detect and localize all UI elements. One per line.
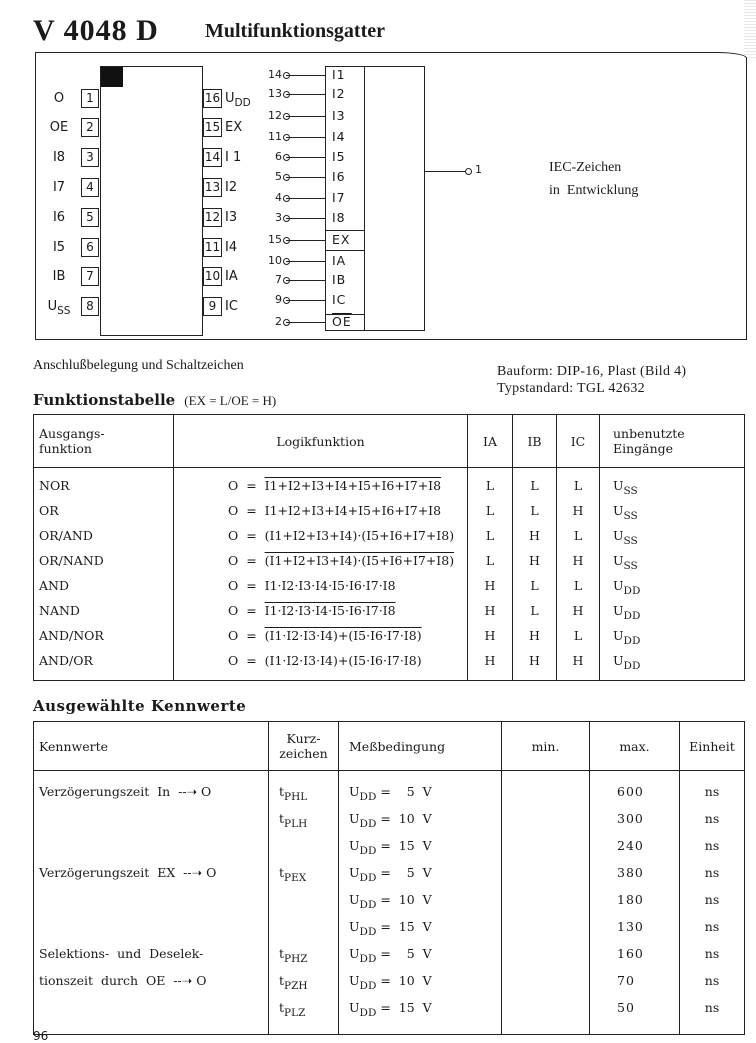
min-value bbox=[502, 995, 590, 1035]
min-value bbox=[502, 833, 590, 860]
logic-expression: O = (I1·I2·I3·I4)+(I5·I6·I7·I8) bbox=[174, 624, 468, 649]
pin-15-box: 15 bbox=[203, 118, 222, 137]
ic-value: L bbox=[557, 574, 600, 599]
unit-value: ns bbox=[680, 887, 745, 914]
parameter-name: Selektions- und Deselek- bbox=[34, 941, 269, 968]
pin-5-label: I6 bbox=[52, 210, 66, 225]
parameter-name bbox=[34, 914, 269, 941]
min-value bbox=[502, 771, 590, 807]
header-logic-function: Logikfunktion bbox=[174, 415, 468, 468]
logic-expression: O = (I1·I2·I3·I4)+(I5·I6·I7·I8) bbox=[174, 649, 468, 681]
output-pin-number: 1 bbox=[475, 163, 482, 176]
expression-body: I1+I2+I3+I4+I5+I6+I7+I8 bbox=[264, 478, 442, 493]
ib-value: H bbox=[513, 649, 557, 681]
characteristics-table bbox=[33, 721, 745, 1035]
logic-expression: O = (I1+I2+I3+I4)·(I5+I6+I7+I8) bbox=[174, 524, 468, 549]
symbol-input-label: IA bbox=[332, 253, 347, 268]
expression-body: (I1·I2·I3·I4)+(I5·I6·I7·I8) bbox=[264, 653, 422, 668]
symbol-group-separator bbox=[325, 250, 365, 251]
function-row bbox=[34, 524, 745, 549]
logic-expression: O = (I1+I2+I3+I4)·(I5+I6+I7+I8) bbox=[174, 549, 468, 574]
measurement-condition: $U_{DD} = 10$ V bbox=[339, 968, 502, 995]
input-line bbox=[286, 240, 325, 241]
ic-value: L bbox=[557, 468, 600, 500]
expression-body: (I1+I2+I3+I4)·(I5+I6+I7+I8) bbox=[264, 553, 455, 568]
characteristics-row bbox=[34, 941, 745, 968]
ib-value: L bbox=[513, 468, 557, 500]
symbol-pin-number: 11 bbox=[268, 130, 282, 143]
symbol-input-label: I1 bbox=[332, 67, 346, 82]
input-line bbox=[286, 116, 325, 117]
unused-inputs-value: $U_{DD}$ bbox=[600, 649, 745, 681]
min-value bbox=[502, 806, 590, 833]
unit-value: ns bbox=[680, 860, 745, 887]
function-table-title: Funktionstabelle bbox=[33, 391, 176, 409]
ia-value: H bbox=[468, 599, 513, 624]
header-output-function: Ausgangs- funktion bbox=[34, 415, 174, 468]
output-function: OR bbox=[34, 499, 174, 524]
input-line bbox=[286, 280, 325, 281]
pin-6-box: 6 bbox=[81, 238, 99, 257]
parameter-name: Verzögerungszeit EX --➝ O bbox=[34, 860, 269, 887]
pin-8-label: $U_{SS}$ bbox=[47, 299, 71, 317]
ib-value: L bbox=[513, 574, 557, 599]
characteristics-row bbox=[34, 806, 745, 833]
function-table-condition: (EX = L/OE = H) bbox=[184, 393, 277, 408]
symbol-value bbox=[269, 833, 339, 860]
ic-value: H bbox=[557, 649, 600, 681]
unused-inputs-value: $U_{SS}$ bbox=[600, 524, 745, 549]
parameter-name bbox=[34, 887, 269, 914]
symbol-value: $t_{PZH}$ bbox=[269, 968, 339, 995]
unit-value: ns bbox=[680, 968, 745, 995]
unit-value: ns bbox=[680, 806, 745, 833]
max-value: 160 bbox=[590, 941, 680, 968]
header-unused-inputs: unbenutzte Eingänge bbox=[600, 415, 745, 468]
pin-14-label: I 1 bbox=[225, 150, 242, 165]
function-row bbox=[34, 624, 745, 649]
input-line bbox=[286, 157, 325, 158]
measurement-condition: $U_{DD} = 10$ V bbox=[339, 887, 502, 914]
symbol-value: $t_{PLH}$ bbox=[269, 806, 339, 833]
output-line bbox=[425, 171, 467, 172]
pin-13-box: 13 bbox=[203, 178, 222, 197]
input-line bbox=[286, 75, 325, 76]
pin-14-box: 14 bbox=[203, 148, 222, 167]
characteristics-row bbox=[34, 887, 745, 914]
symbol-pin-number: 7 bbox=[275, 273, 282, 286]
max-value: 600 bbox=[590, 771, 680, 807]
function-row bbox=[34, 649, 745, 681]
symbol-input-label: I3 bbox=[332, 108, 346, 123]
symbol-value bbox=[269, 887, 339, 914]
function-row bbox=[34, 549, 745, 574]
characteristics-row bbox=[34, 968, 745, 995]
output-function: OR/AND bbox=[34, 524, 174, 549]
ia-value: L bbox=[468, 549, 513, 574]
ib-value: L bbox=[513, 499, 557, 524]
pin-13-label: I2 bbox=[225, 180, 238, 195]
unit-value: ns bbox=[680, 914, 745, 941]
symbol-input-label: I4 bbox=[332, 129, 346, 144]
input-line bbox=[286, 322, 325, 323]
function-table-heading bbox=[33, 390, 276, 409]
function-table-header bbox=[34, 415, 745, 468]
ib-value: H bbox=[513, 549, 557, 574]
measurement-condition: $U_{DD}$ = 5 V bbox=[339, 860, 502, 887]
max-value: 180 bbox=[590, 887, 680, 914]
ia-value: H bbox=[468, 574, 513, 599]
characteristics-row bbox=[34, 833, 745, 860]
min-value bbox=[502, 968, 590, 995]
unused-inputs-value: $U_{SS}$ bbox=[600, 499, 745, 524]
ic-value: L bbox=[557, 524, 600, 549]
measurement-condition: $U_{DD} = 10$ V bbox=[339, 806, 502, 833]
unused-inputs-value: $U_{DD}$ bbox=[600, 574, 745, 599]
pin-12-box: 12 bbox=[203, 208, 222, 227]
symbol-note-line1: IEC-Zeichen bbox=[549, 160, 622, 175]
pin-2-label: OE bbox=[49, 120, 69, 135]
symbol-input-label: I5 bbox=[332, 149, 346, 164]
function-row bbox=[34, 468, 745, 500]
input-line bbox=[286, 261, 325, 262]
measurement-condition: $U_{DD}$ = 5 V bbox=[339, 771, 502, 807]
symbol-pin-number: 10 bbox=[268, 254, 282, 267]
input-line bbox=[286, 218, 325, 219]
symbol-input-label: $\overline{OE}$ bbox=[332, 314, 352, 329]
min-value bbox=[502, 914, 590, 941]
characteristics-row bbox=[34, 771, 745, 807]
symbol-pin-number: 2 bbox=[275, 315, 282, 328]
pin-3-label: I8 bbox=[52, 150, 66, 165]
symbol-input-label: IC bbox=[332, 292, 347, 307]
symbol-pin-number: 4 bbox=[275, 191, 282, 204]
function-table bbox=[33, 414, 745, 681]
part-number: V 4048 D bbox=[33, 14, 159, 47]
pin-11-label: I4 bbox=[225, 240, 238, 255]
function-row bbox=[34, 599, 745, 624]
symbol-group-separator bbox=[325, 230, 365, 231]
characteristics-header bbox=[34, 722, 745, 771]
expression-body: (I1·I2·I3·I4)+(I5·I6·I7·I8) bbox=[264, 628, 422, 643]
pin-11-box: 11 bbox=[203, 238, 222, 257]
scan-edge-artifact bbox=[744, 0, 756, 60]
ic-value: H bbox=[557, 549, 600, 574]
pin-3-box: 3 bbox=[81, 148, 99, 167]
output-function: AND bbox=[34, 574, 174, 599]
parameter-name: tionszeit durch OE --➝ O bbox=[34, 968, 269, 995]
header-min: min. bbox=[502, 722, 590, 771]
symbol-pin-number: 12 bbox=[268, 109, 282, 122]
header-parameter: Kennwerte bbox=[34, 722, 269, 771]
pin-1-box: 1 bbox=[81, 89, 99, 108]
ia-value: L bbox=[468, 499, 513, 524]
symbol-input-label: IB bbox=[332, 272, 347, 287]
pin-16-box: 16 bbox=[203, 89, 222, 108]
symbol-value: $t_{PHZ}$ bbox=[269, 941, 339, 968]
unit-value: ns bbox=[680, 941, 745, 968]
function-row bbox=[34, 574, 745, 599]
max-value: 70 bbox=[590, 968, 680, 995]
unused-inputs-value: $U_{DD}$ bbox=[600, 599, 745, 624]
ic-value: L bbox=[557, 624, 600, 649]
input-line bbox=[286, 94, 325, 95]
unit-value: ns bbox=[680, 833, 745, 860]
dip-package-body bbox=[100, 66, 203, 336]
pin-7-box: 7 bbox=[81, 267, 99, 286]
ib-value: L bbox=[513, 599, 557, 624]
logic-expression: O = I1+I2+I3+I4+I5+I6+I7+I8 bbox=[174, 499, 468, 524]
characteristics-row bbox=[34, 914, 745, 941]
unused-inputs-value: $U_{DD}$ bbox=[600, 624, 745, 649]
header-ia: IA bbox=[468, 415, 513, 468]
symbol-input-label: I8 bbox=[332, 210, 346, 225]
output-function: NAND bbox=[34, 599, 174, 624]
figure-caption: Anschlußbelegung und Schaltzeichen bbox=[33, 358, 244, 373]
input-line bbox=[286, 137, 325, 138]
ia-value: L bbox=[468, 524, 513, 549]
symbol-pin-number: 3 bbox=[275, 211, 282, 224]
input-line bbox=[286, 198, 325, 199]
header-unit: Einheit bbox=[680, 722, 745, 771]
symbol-value: $t_{PHL}$ bbox=[269, 771, 339, 807]
input-line bbox=[286, 177, 325, 178]
characteristics-row bbox=[34, 995, 745, 1035]
parameter-name bbox=[34, 995, 269, 1035]
pin-7-label: IB bbox=[52, 269, 66, 284]
page-number: 96 bbox=[33, 1029, 49, 1043]
logic-expression: O = I1·I2·I3·I4·I5·I6·I7·I8 bbox=[174, 574, 468, 599]
ic-value: H bbox=[557, 499, 600, 524]
unit-value: ns bbox=[680, 771, 745, 807]
type-standard: Typstandard: TGL 42632 bbox=[497, 381, 645, 396]
symbol-value: $t_{PEX}$ bbox=[269, 860, 339, 887]
ib-value: H bbox=[513, 624, 557, 649]
pin-2-box: 2 bbox=[81, 118, 99, 137]
ia-value: L bbox=[468, 468, 513, 500]
header-max: max. bbox=[590, 722, 680, 771]
expression-body: I1+I2+I3+I4+I5+I6+I7+I8 bbox=[264, 503, 442, 518]
max-value: 380 bbox=[590, 860, 680, 887]
pin-6-label: I5 bbox=[52, 240, 66, 255]
output-function: NOR bbox=[34, 468, 174, 500]
output-terminal-icon bbox=[465, 168, 472, 175]
min-value bbox=[502, 887, 590, 914]
pin-10-box: 10 bbox=[203, 267, 222, 286]
symbol-group-separator bbox=[325, 314, 365, 315]
ic-value: H bbox=[557, 599, 600, 624]
min-value bbox=[502, 941, 590, 968]
pin-9-box: 9 bbox=[203, 297, 222, 316]
unit-value: ns bbox=[680, 995, 745, 1035]
symbol-pin-number: 14 bbox=[268, 68, 282, 81]
symbol-pin-number: 13 bbox=[268, 87, 282, 100]
pin-4-label: I7 bbox=[52, 180, 66, 195]
unused-inputs-value: $U_{SS}$ bbox=[600, 549, 745, 574]
parameter-name bbox=[34, 806, 269, 833]
logic-expression: O = I1·I2·I3·I4·I5·I6·I7·I8 bbox=[174, 599, 468, 624]
measurement-condition: $U_{DD} = 15$ V bbox=[339, 914, 502, 941]
pin-10-label: IA bbox=[225, 269, 238, 284]
characteristics-row bbox=[34, 860, 745, 887]
package-type: Bauform: DIP-16, Plast (Bild 4) bbox=[497, 364, 687, 379]
parameter-name: Verzögerungszeit In --➝ O bbox=[34, 771, 269, 807]
pin-12-label: I3 bbox=[225, 210, 238, 225]
header-condition: Meßbedingung bbox=[339, 722, 502, 771]
logic-expression: O = I1+I2+I3+I4+I5+I6+I7+I8 bbox=[174, 468, 468, 500]
measurement-condition: $U_{DD}$ = 5 V bbox=[339, 941, 502, 968]
symbol-note-line2: in Entwicklung bbox=[549, 183, 639, 198]
pin-5-box: 5 bbox=[81, 208, 99, 227]
expression-body: (I1+I2+I3+I4)·(I5+I6+I7+I8) bbox=[264, 528, 455, 543]
page-title: Multifunktionsgatter bbox=[205, 20, 385, 42]
max-value: 240 bbox=[590, 833, 680, 860]
unused-inputs-value: $U_{SS}$ bbox=[600, 468, 745, 500]
symbol-pin-number: 5 bbox=[275, 170, 282, 183]
pin-16-label: $U_{DD}$ bbox=[225, 91, 251, 109]
header-ic: IC bbox=[557, 415, 600, 468]
expression-body: I1·I2·I3·I4·I5·I6·I7·I8 bbox=[264, 603, 396, 618]
pin-9-label: IC bbox=[225, 299, 238, 314]
output-function: AND/OR bbox=[34, 649, 174, 681]
output-function: AND/NOR bbox=[34, 624, 174, 649]
pin-4-box: 4 bbox=[81, 178, 99, 197]
pin-1-label: O bbox=[53, 91, 65, 106]
pin-8-box: 8 bbox=[81, 297, 99, 316]
symbol-input-label: I7 bbox=[332, 190, 346, 205]
symbol-pin-number: 15 bbox=[268, 233, 282, 246]
symbol-value: $t_{PLZ}$ bbox=[269, 995, 339, 1035]
input-line bbox=[286, 300, 325, 301]
parameter-name bbox=[34, 833, 269, 860]
max-value: 300 bbox=[590, 806, 680, 833]
measurement-condition: $U_{DD} = 15$ V bbox=[339, 833, 502, 860]
ia-value: H bbox=[468, 624, 513, 649]
symbol-input-label: EX bbox=[332, 232, 351, 247]
measurement-condition: $U_{DD} = 15$ V bbox=[339, 995, 502, 1035]
ib-value: H bbox=[513, 524, 557, 549]
pin-15-label: EX bbox=[225, 120, 243, 135]
min-value bbox=[502, 860, 590, 887]
symbol-pin-number: 9 bbox=[275, 293, 282, 306]
function-row bbox=[34, 499, 745, 524]
symbol-input-label: I6 bbox=[332, 169, 346, 184]
max-value: 50 bbox=[590, 995, 680, 1035]
header-symbol: Kurz- zeichen bbox=[269, 722, 339, 771]
pin1-marker-icon bbox=[101, 67, 123, 87]
symbol-input-label: I2 bbox=[332, 86, 346, 101]
max-value: 130 bbox=[590, 914, 680, 941]
ia-value: H bbox=[468, 649, 513, 681]
package-info bbox=[497, 363, 686, 397]
symbol-value bbox=[269, 914, 339, 941]
symbol-pin-number: 6 bbox=[275, 150, 282, 163]
header-ib: IB bbox=[513, 415, 557, 468]
expression-body: I1·I2·I3·I4·I5·I6·I7·I8 bbox=[264, 578, 396, 593]
characteristics-title: Ausgewählte Kennwerte bbox=[33, 697, 247, 715]
output-function: OR/NAND bbox=[34, 549, 174, 574]
